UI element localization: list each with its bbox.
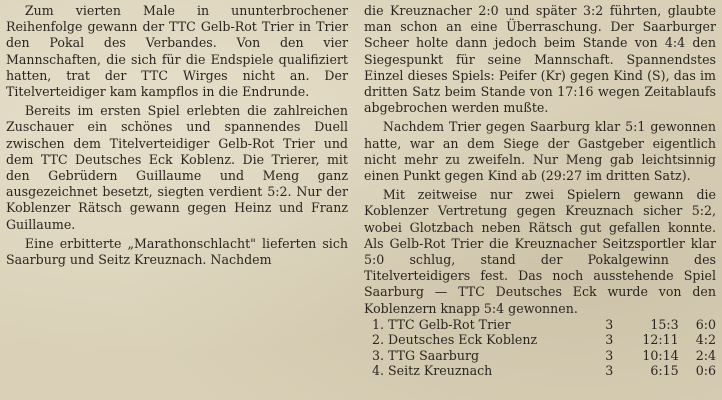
- paragraph-continuation: die Kreuznacher 2:0 und später 3:2 führten, glaubte man schon an eine Überraschung. Der Saarburger Scheer holte dann jedoch beim Stande von 4:4 den Siegespunkt für seine Mannschaft. Spannendstes Einzel dieses Spiels: Peifer (Kr) gegen Kind (S), das im dritten Satz beim Stande von 17:16 wegen Zeitablaufs abgebrochen werden mußte.: [364, 3, 716, 116]
- points: 0:6: [695, 363, 716, 379]
- team-name: 1. TTC Gelb-Rot Trier: [372, 316, 511, 332]
- set-score: 12:11: [642, 332, 679, 348]
- points: 6:0: [695, 316, 716, 332]
- standings-table: [364, 317, 716, 379]
- table-row: [364, 363, 716, 378]
- games-played: 3: [605, 332, 614, 348]
- team-name: 4. Seitz Kreuznach: [372, 363, 493, 379]
- games-played: 3: [605, 347, 614, 363]
- table-row: [364, 348, 716, 363]
- games-played: 3: [605, 316, 614, 332]
- set-score: 6:15: [650, 363, 679, 379]
- paragraph-marathon: Eine erbitterte „Marathonschlacht" lieferten sich Saarburg und Seitz Kreuznach. Nachdem: [6, 235, 348, 268]
- team-name: 2. Deutsches Eck Koblenz: [372, 332, 538, 348]
- set-score: 10:14: [642, 347, 679, 363]
- team-name: 3. TTG Saarburg: [372, 347, 480, 363]
- left-column: [6, 3, 348, 268]
- table-row: [364, 317, 716, 332]
- paragraph-first-match: Bereits im ersten Spiel erlebten die zahlreichen Zuschauer ein schönes und spannendes Duell zwischen dem Titelverteidiger Gelb-Rot Trier und dem TTC Deutsches Eck Koblenz. Die Trierer, mit den Gebrüdern Guillaume und Meng ganz ausgezeichnet besetzt, siegten verdient 5:2. Nur der Koblenzer Rätsch gewann gegen Heinz und Franz Guillaume.: [6, 103, 348, 232]
- right-column: [364, 3, 716, 378]
- set-score: 15:3: [650, 316, 679, 332]
- games-played: 3: [605, 363, 614, 379]
- points: 4:2: [695, 332, 716, 348]
- paragraph-intro: Zum vierten Male in ununterbrochener Reihenfolge gewann der TTC Gelb-Rot Trier in Trier den Pokal des Verbandes. Von den vier Mannschaften, die sich für die Endspiele qualifiziert hatten, trat der TTC Wirges nicht an. Der Titelverteidiger kam kampflos in die Endrunde.: [6, 3, 348, 100]
- paragraph-koblenz: Mit zeitweise nur zwei Spielern gewann die Koblenzer Vertretung gegen Kreuznach sicher 5:2, wobei Glotzbach neben Rätsch gut gefallen konnte. Als Gelb-Rot Trier die Kreuznacher Seitzsportler klar 5:0 schlug, stand der Pokalgewinn des Titelverteidigers fest. Das noch ausstehende Spiel Saarburg — TTC Deutsches Eck wurde von den Koblenzern knapp 5:4 gewonnen.: [364, 187, 716, 316]
- points: 2:4: [695, 347, 716, 363]
- table-row: [364, 332, 716, 347]
- paragraph-trier-saarburg: Nachdem Trier gegen Saarburg klar 5:1 gewonnen hatte, war an dem Siege der Gastgeber eigentlich nicht mehr zu zweifeln. Nur Meng gab leichtsinnig einen Punkt gegen Kind ab (29:27 im dritten Satz).: [364, 119, 716, 184]
